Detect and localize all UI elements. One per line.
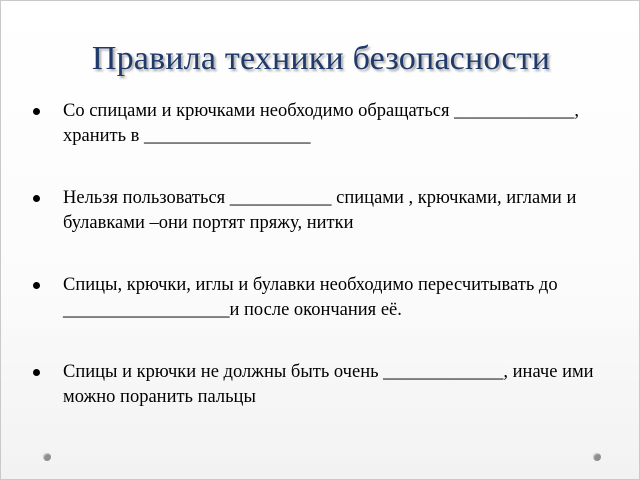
bullet-item (31, 186, 616, 236)
corner-dot-icon (593, 453, 601, 461)
bullet-item (31, 273, 616, 323)
bullet-dot-icon (33, 369, 40, 376)
bullet-list (31, 99, 616, 410)
bullet-text: Спицы и крючки не должны быть очень _____________, иначе ими можно поранить пальцы (63, 362, 594, 407)
bullet-text: Нельзя пользоваться ___________ спицами , крючками, иглами и булавками –они портят пряжу, нитки (63, 188, 577, 233)
bullet-item (31, 360, 616, 410)
bullet-text: Спицы, крючки, иглы и булавки необходимо пересчитывать до __________________и после окончания её. (63, 275, 558, 320)
bullet-dot-icon (33, 195, 40, 202)
bullet-dot-icon (33, 282, 40, 289)
slide-title: Правила техники безопасности (91, 40, 551, 77)
bullet-text: Со спицами и крючками необходимо обращаться _____________, хранить в __________________ (63, 101, 579, 146)
corner-dot-icon (43, 453, 51, 461)
bullet-item (31, 99, 616, 149)
bullet-dot-icon (33, 108, 40, 115)
